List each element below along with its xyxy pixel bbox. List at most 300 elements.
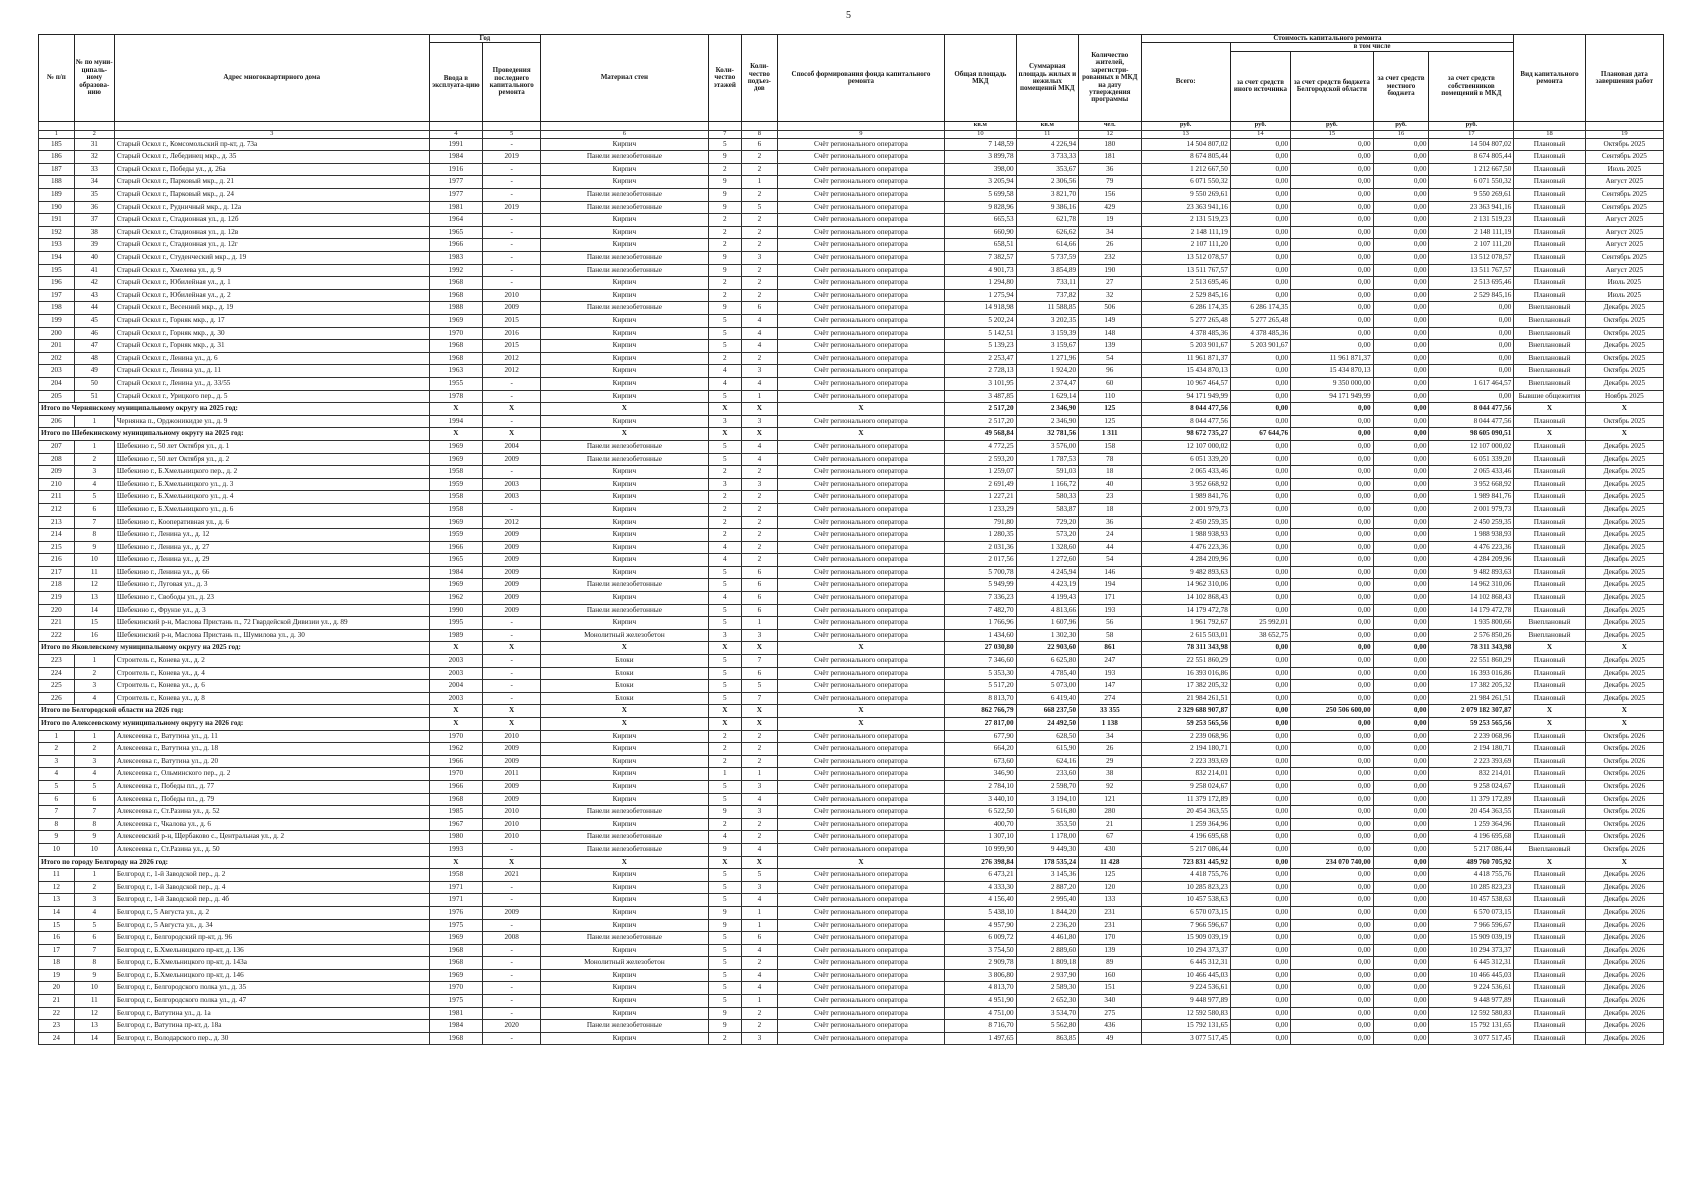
cell-fund-method: Счёт регионального оператора: [777, 932, 944, 945]
cell-area-sum: 4 226,94: [1016, 138, 1078, 151]
cell-cost-total: 2 239 068,96: [1141, 730, 1230, 743]
cell-cost-other: 0,00: [1230, 201, 1290, 214]
cell-cost-local: 0,00: [1373, 604, 1429, 617]
cell-year-last-repair: X: [483, 856, 541, 869]
cell-total-area: 1 434,60: [945, 629, 1016, 642]
cell-residents: 160: [1079, 969, 1141, 982]
table-body: [39, 138, 1664, 1045]
cell-cost-total: 4 284 209,96: [1141, 554, 1230, 567]
cell-area-sum: 5 737,59: [1016, 252, 1078, 265]
cell-wall-material: Кирпич: [541, 894, 708, 907]
cell-wall-material: X: [541, 403, 708, 416]
cell-year-built: 1968: [429, 957, 483, 970]
cell-cost-local: 0,00: [1373, 466, 1429, 479]
cell-residents: 33 355: [1079, 705, 1141, 718]
cell-planned-date: X: [1585, 428, 1663, 441]
page-number: 5: [846, 10, 851, 21]
cell-residents: 193: [1079, 667, 1141, 680]
cell-cost-region: 0,00: [1291, 516, 1374, 529]
cell-cost-other: 0,00: [1230, 516, 1290, 529]
cell-wall-material: X: [541, 718, 708, 731]
cell-year-built: 1968: [429, 944, 483, 957]
cell-area-sum: 22 903,60: [1016, 642, 1078, 655]
cell-repair-kind: X: [1514, 642, 1585, 655]
cell-fund-method: X: [777, 403, 944, 416]
cell-residents: 23: [1079, 491, 1141, 504]
cell-mun-num: 2: [74, 881, 114, 894]
cell-entrances: 3: [742, 1032, 778, 1045]
cell-year-built: 1968: [429, 340, 483, 353]
cell-year-last-repair: 2019: [483, 201, 541, 214]
cell-floors: 4: [708, 592, 741, 605]
cell-total-area: 400,70: [945, 818, 1016, 831]
cell-wall-material: Кирпич: [541, 365, 708, 378]
cell-cost-local: 0,00: [1373, 503, 1429, 516]
cell-wall-material: Кирпич: [541, 818, 708, 831]
cell-address: Белгород г., Белгородский пр-кт, д. 96: [114, 932, 429, 945]
cell-year-last-repair: 2009: [483, 566, 541, 579]
table-row: [39, 377, 1664, 390]
cell-row-num: 16: [39, 932, 75, 945]
cell-entrances: 5: [742, 201, 778, 214]
cell-year-built: 1988: [429, 302, 483, 315]
cell-cost-local: 0,00: [1373, 239, 1429, 252]
cell-year-last-repair: 2008: [483, 932, 541, 945]
cell-fund-method: Счёт регионального оператора: [777, 352, 944, 365]
cell-cost-other: 0,00: [1230, 642, 1290, 655]
cell-cost-owners: 14 179 472,78: [1429, 604, 1514, 617]
cell-planned-date: Декабрь 2025: [1585, 453, 1663, 466]
cell-mun-num: 11: [74, 566, 114, 579]
cell-floors: 2: [708, 352, 741, 365]
cell-mun-num: 8: [74, 529, 114, 542]
cell-area-sum: 614,66: [1016, 239, 1078, 252]
cell-cost-total: 14 179 472,78: [1141, 604, 1230, 617]
cell-fund-method: Счёт регионального оператора: [777, 466, 944, 479]
cell-year-built: 1975: [429, 919, 483, 932]
cell-fund-method: X: [777, 642, 944, 655]
table-row: [39, 667, 1664, 680]
cell-total-area: 6 522,50: [945, 806, 1016, 819]
cell-cost-owners: 10 294 373,37: [1429, 944, 1514, 957]
cell-cost-owners: 8 674 805,44: [1429, 151, 1514, 164]
cell-total-area: 27 030,80: [945, 642, 1016, 655]
cell-total-area: 7 148,59: [945, 138, 1016, 151]
cell-cost-region: 0,00: [1291, 415, 1374, 428]
cell-cost-owners: 10 466 445,03: [1429, 969, 1514, 982]
cell-cost-region: 0,00: [1291, 604, 1374, 617]
cell-cost-owners: 1 259 364,96: [1429, 818, 1514, 831]
cell-year-built: 1966: [429, 239, 483, 252]
cell-year-last-repair: 2009: [483, 579, 541, 592]
cell-planned-date: Сентябрь 2025: [1585, 252, 1663, 265]
cell-cost-region: 0,00: [1291, 453, 1374, 466]
cell-repair-kind: Плановый: [1514, 176, 1585, 189]
table-row: [39, 680, 1664, 693]
cell-cost-other: 0,00: [1230, 780, 1290, 793]
cell-year-built: 1984: [429, 566, 483, 579]
cell-cost-other: 0,00: [1230, 881, 1290, 894]
cell-mun-num: 42: [74, 277, 114, 290]
cell-residents: 180: [1079, 138, 1141, 151]
cell-address: Белгород г., 5 Августа ул., д. 34: [114, 919, 429, 932]
cell-repair-kind: Внеплановый: [1514, 843, 1585, 856]
cell-entrances: 1: [742, 906, 778, 919]
cell-area-sum: 628,50: [1016, 730, 1078, 743]
cell-cost-total: 2 001 979,73: [1141, 503, 1230, 516]
cell-year-last-repair: -: [483, 995, 541, 1008]
cell-cost-local: 0,00: [1373, 428, 1429, 441]
cell-year-last-repair: 2003: [483, 478, 541, 491]
table-row: [39, 1032, 1664, 1045]
table-row: [39, 894, 1664, 907]
cell-fund-method: Счёт регионального оператора: [777, 604, 944, 617]
cell-fund-method: Счёт регионального оператора: [777, 415, 944, 428]
cell-residents: 194: [1079, 579, 1141, 592]
cell-wall-material: Кирпич: [541, 415, 708, 428]
cell-wall-material: Кирпич: [541, 566, 708, 579]
cell-planned-date: Декабрь 2025: [1585, 516, 1663, 529]
cell-residents: 181: [1079, 151, 1141, 164]
cell-entrances: 4: [742, 315, 778, 328]
cell-entrances: 2: [742, 352, 778, 365]
cell-cost-owners: 2 148 111,19: [1429, 226, 1514, 239]
cell-cost-region: 0,00: [1291, 680, 1374, 693]
cell-cost-owners: 9 224 536,61: [1429, 982, 1514, 995]
cell-residents: 274: [1079, 692, 1141, 705]
cell-entrances: 2: [742, 541, 778, 554]
cell-floors: 5: [708, 692, 741, 705]
cell-address: Шебекино г., Ленина ул., д. 12: [114, 529, 429, 542]
cell-planned-date: Декабрь 2025: [1585, 478, 1663, 491]
cell-cost-owners: 0,00: [1429, 390, 1514, 403]
cell-entrances: 2: [742, 277, 778, 290]
cell-floors: 4: [708, 554, 741, 567]
cell-fund-method: Счёт регионального оператора: [777, 793, 944, 806]
cell-cost-owners: 9 258 024,67: [1429, 780, 1514, 793]
cell-mun-num: 14: [74, 604, 114, 617]
column-number: 1: [39, 130, 75, 138]
cell-floors: 5: [708, 957, 741, 970]
cell-total-area: 4 957,90: [945, 919, 1016, 932]
cell-planned-date: Декабрь 2025: [1585, 503, 1663, 516]
cell-wall-material: Кирпич: [541, 239, 708, 252]
cell-cost-region: 0,00: [1291, 163, 1374, 176]
cell-total-area: 276 398,84: [945, 856, 1016, 869]
cell-row-num: 202: [39, 352, 75, 365]
cell-residents: 24: [1079, 529, 1141, 542]
cell-repair-kind: Внеплановый: [1514, 629, 1585, 642]
cell-area-sum: 4 461,80: [1016, 932, 1078, 945]
cell-address: Алексеевка г., Победы пл., д. 79: [114, 793, 429, 806]
cell-total-area: 9 828,96: [945, 201, 1016, 214]
cell-planned-date: Август 2025: [1585, 214, 1663, 227]
cell-year-last-repair: 2003: [483, 491, 541, 504]
cell-cost-total: 11 379 172,89: [1141, 793, 1230, 806]
cell-total-area: 3 101,95: [945, 377, 1016, 390]
cell-entrances: 2: [742, 491, 778, 504]
cell-address: Белгород г., 1-й Заводской пер., д. 4б: [114, 894, 429, 907]
cell-row-num: 213: [39, 516, 75, 529]
cell-repair-kind: Плановый: [1514, 982, 1585, 995]
cell-total-area: 3 205,94: [945, 176, 1016, 189]
cell-year-last-repair: -: [483, 1032, 541, 1045]
cell-fund-method: Счёт регионального оператора: [777, 340, 944, 353]
cell-wall-material: X: [541, 642, 708, 655]
cell-mun-num: 1: [74, 730, 114, 743]
cell-cost-region: 0,00: [1291, 730, 1374, 743]
cell-mun-num: 7: [74, 516, 114, 529]
cell-floors: 2: [708, 529, 741, 542]
cell-floors: 5: [708, 340, 741, 353]
cell-address: Старый Оскол г., Ленина ул., д. 6: [114, 352, 429, 365]
cell-year-last-repair: 2015: [483, 340, 541, 353]
cell-address: Шебекино г., Б.Хмельницкого ул., д. 4: [114, 491, 429, 504]
cell-entrances: 3: [742, 478, 778, 491]
cell-year-built: 1984: [429, 151, 483, 164]
cell-cost-total: 14 102 868,43: [1141, 592, 1230, 605]
cell-entrances: X: [742, 705, 778, 718]
cell-year-built: 1992: [429, 264, 483, 277]
cell-floors: X: [708, 705, 741, 718]
cell-area-sum: 1 271,96: [1016, 352, 1078, 365]
cell-cost-local: 0,00: [1373, 705, 1429, 718]
cell-cost-region: 0,00: [1291, 428, 1374, 441]
table-row: [39, 415, 1664, 428]
cell-cost-local: 0,00: [1373, 780, 1429, 793]
cell-address: Старый Оскол г., Ленина ул., д. 33/55: [114, 377, 429, 390]
cell-year-last-repair: 2009: [483, 541, 541, 554]
cell-wall-material: Кирпич: [541, 277, 708, 290]
cell-cost-owners: 4 196 695,68: [1429, 831, 1514, 844]
cell-area-sum: 1 629,14: [1016, 390, 1078, 403]
cell-entrances: 6: [742, 604, 778, 617]
cell-address: Белгород г., Б.Хмельницкого пр-кт, д. 146: [114, 969, 429, 982]
cell-cost-local: 0,00: [1373, 881, 1429, 894]
cell-row-num: 215: [39, 541, 75, 554]
cell-repair-kind: Бывшие общежития: [1514, 390, 1585, 403]
cell-wall-material: Кирпич: [541, 176, 708, 189]
cell-cost-owners: 7 966 596,67: [1429, 919, 1514, 932]
cell-row-num: 211: [39, 491, 75, 504]
cell-year-last-repair: X: [483, 718, 541, 731]
cell-cost-region: 15 434 870,13: [1291, 365, 1374, 378]
cell-year-last-repair: 2009: [483, 529, 541, 542]
cell-area-sum: 626,62: [1016, 226, 1078, 239]
cell-entrances: 2: [742, 151, 778, 164]
cell-area-sum: 591,03: [1016, 466, 1078, 479]
cell-address: Алексеевка г., Ольминского пер., д. 2: [114, 768, 429, 781]
table-row: [39, 239, 1664, 252]
cell-wall-material: Кирпич: [541, 503, 708, 516]
cell-wall-material: Кирпич: [541, 340, 708, 353]
cell-wall-material: Кирпич: [541, 529, 708, 542]
cell-wall-material: Кирпич: [541, 1032, 708, 1045]
cell-year-built: 1985: [429, 806, 483, 819]
cell-total-area: 8 716,70: [945, 1020, 1016, 1033]
cell-total-area: 673,60: [945, 755, 1016, 768]
cell-cost-total: 9 550 269,61: [1141, 189, 1230, 202]
table-row: [39, 957, 1664, 970]
cell-entrances: 2: [742, 755, 778, 768]
cell-cost-local: 0,00: [1373, 365, 1429, 378]
cell-year-built: X: [429, 403, 483, 416]
cell-cost-local: 0,00: [1373, 655, 1429, 668]
cell-year-built: 1977: [429, 176, 483, 189]
cell-mun-num: 3: [74, 466, 114, 479]
cell-cost-total: 20 454 363,55: [1141, 806, 1230, 819]
cell-cost-region: 0,00: [1291, 655, 1374, 668]
cell-total-area: 2 784,10: [945, 780, 1016, 793]
cell-area-sum: 1 607,96: [1016, 617, 1078, 630]
cell-planned-date: Октябрь 2026: [1585, 793, 1663, 806]
cell-wall-material: Кирпич: [541, 869, 708, 882]
cell-floors: 2: [708, 743, 741, 756]
cell-cost-owners: 10 285 823,23: [1429, 881, 1514, 894]
cell-mun-num: 8: [74, 818, 114, 831]
cell-cost-other: 0,00: [1230, 667, 1290, 680]
cell-entrances: 4: [742, 440, 778, 453]
cell-wall-material: Панели железобетонные: [541, 806, 708, 819]
cell-row-num: 203: [39, 365, 75, 378]
cell-cost-region: 94 171 949,99: [1291, 390, 1374, 403]
cell-total-area: 3 899,78: [945, 151, 1016, 164]
cell-floors: 2: [708, 818, 741, 831]
cell-area-sum: 729,20: [1016, 516, 1078, 529]
cell-wall-material: Кирпич: [541, 541, 708, 554]
cell-cost-total: 2 194 180,71: [1141, 743, 1230, 756]
subtotal-label: Итого по Белгородской области на 2026 год:: [39, 705, 430, 718]
cell-mun-num: 6: [74, 503, 114, 516]
cell-planned-date: Октябрь 2025: [1585, 315, 1663, 328]
cell-residents: 19: [1079, 214, 1141, 227]
cell-cost-other: 0,00: [1230, 718, 1290, 731]
cell-residents: 18: [1079, 503, 1141, 516]
cell-cost-owners: 15 909 039,19: [1429, 932, 1514, 945]
cell-cost-local: 0,00: [1373, 352, 1429, 365]
cell-address: Шебекино г., Ленина ул., д. 27: [114, 541, 429, 554]
table-row: [39, 869, 1664, 882]
cell-residents: 89: [1079, 957, 1141, 970]
cell-residents: 148: [1079, 327, 1141, 340]
cell-floors: 5: [708, 604, 741, 617]
cell-cost-local: 0,00: [1373, 818, 1429, 831]
cell-row-num: 6: [39, 793, 75, 806]
cell-cost-owners: 2 001 979,73: [1429, 503, 1514, 516]
cell-planned-date: Июль 2025: [1585, 163, 1663, 176]
cell-address: Старый Оскол г., Урицкого пер., д. 5: [114, 390, 429, 403]
cell-year-last-repair: 2012: [483, 516, 541, 529]
unit-rub-other: руб.: [1230, 121, 1290, 130]
cell-cost-total: 23 363 941,16: [1141, 201, 1230, 214]
header-year-group: Год: [429, 35, 541, 43]
cell-fund-method: Счёт регионального оператора: [777, 579, 944, 592]
cell-cost-region: 0,00: [1291, 554, 1374, 567]
cell-cost-local: 0,00: [1373, 327, 1429, 340]
cell-entrances: 2: [742, 189, 778, 202]
cell-entrances: 4: [742, 969, 778, 982]
cell-residents: 506: [1079, 302, 1141, 315]
cell-wall-material: Кирпич: [541, 478, 708, 491]
cell-total-area: 1 294,80: [945, 277, 1016, 290]
cell-year-last-repair: -: [483, 881, 541, 894]
cell-mun-num: 12: [74, 579, 114, 592]
cell-floors: 3: [708, 478, 741, 491]
table-row: [39, 327, 1664, 340]
header-residents: Количество жителей, зарегистри-рованных в МКД на дату утверждения программы: [1079, 35, 1141, 122]
cell-fund-method: Счёт регионального оператора: [777, 176, 944, 189]
cell-cost-other: 5 277 265,48: [1230, 315, 1290, 328]
cell-year-built: 1968: [429, 352, 483, 365]
cell-planned-date: Октябрь 2026: [1585, 831, 1663, 844]
table-row: [39, 831, 1664, 844]
cell-cost-region: 0,00: [1291, 957, 1374, 970]
cell-planned-date: X: [1585, 403, 1663, 416]
subtotal-row: [39, 718, 1664, 731]
cell-cost-other: 0,00: [1230, 566, 1290, 579]
cell-repair-kind: Плановый: [1514, 516, 1585, 529]
cell-fund-method: Счёт регионального оператора: [777, 629, 944, 642]
cell-cost-other: 0,00: [1230, 163, 1290, 176]
cell-cost-local: 0,00: [1373, 906, 1429, 919]
cell-cost-other: 0,00: [1230, 1007, 1290, 1020]
cell-cost-total: 10 285 823,23: [1141, 881, 1230, 894]
cell-cost-region: 0,00: [1291, 919, 1374, 932]
cell-mun-num: 44: [74, 302, 114, 315]
cell-cost-total: 9 482 893,63: [1141, 566, 1230, 579]
cell-cost-local: 0,00: [1373, 566, 1429, 579]
cell-floors: 4: [708, 831, 741, 844]
cell-entrances: 6: [742, 932, 778, 945]
unit-area: кв.м: [945, 121, 1016, 130]
cell-cost-owners: 1 617 464,57: [1429, 377, 1514, 390]
cell-floors: 5: [708, 894, 741, 907]
header-entrances: Коли-чество подъез-дов: [742, 35, 778, 122]
table-row: [39, 730, 1664, 743]
cell-cost-region: 9 350 000,00: [1291, 377, 1374, 390]
cell-year-last-repair: 2010: [483, 831, 541, 844]
cell-floors: 2: [708, 730, 741, 743]
cell-row-num: 209: [39, 466, 75, 479]
cell-year-last-repair: X: [483, 705, 541, 718]
cell-cost-total: 9 448 977,89: [1141, 995, 1230, 1008]
cell-cost-local: 0,00: [1373, 667, 1429, 680]
cell-fund-method: Счёт регионального оператора: [777, 894, 944, 907]
cell-entrances: 2: [742, 554, 778, 567]
cell-cost-region: 0,00: [1291, 566, 1374, 579]
cell-floors: 9: [708, 906, 741, 919]
cell-planned-date: Октябрь 2026: [1585, 743, 1663, 756]
cell-mun-num: 15: [74, 617, 114, 630]
cell-cost-region: 0,00: [1291, 277, 1374, 290]
cell-entrances: X: [742, 403, 778, 416]
header-year-last: Проведения последнего капитального ремонта: [483, 43, 541, 121]
cell-address: Старый Оскол г., Парковый мкр., д. 21: [114, 176, 429, 189]
cell-cost-local: 0,00: [1373, 415, 1429, 428]
cell-year-built: 1975: [429, 995, 483, 1008]
cell-cost-total: 11 961 871,37: [1141, 352, 1230, 365]
table-row: [39, 592, 1664, 605]
header-owners: за счет средств собственников помещений в МКД: [1429, 51, 1514, 121]
cell-cost-owners: 6 570 073,15: [1429, 906, 1514, 919]
cell-area-sum: 621,78: [1016, 214, 1078, 227]
cell-year-last-repair: 2010: [483, 806, 541, 819]
cell-repair-kind: Плановый: [1514, 138, 1585, 151]
cell-repair-kind: Плановый: [1514, 919, 1585, 932]
cell-planned-date: Декабрь 2026: [1585, 869, 1663, 882]
cell-residents: 26: [1079, 743, 1141, 756]
cell-mun-num: 5: [74, 919, 114, 932]
